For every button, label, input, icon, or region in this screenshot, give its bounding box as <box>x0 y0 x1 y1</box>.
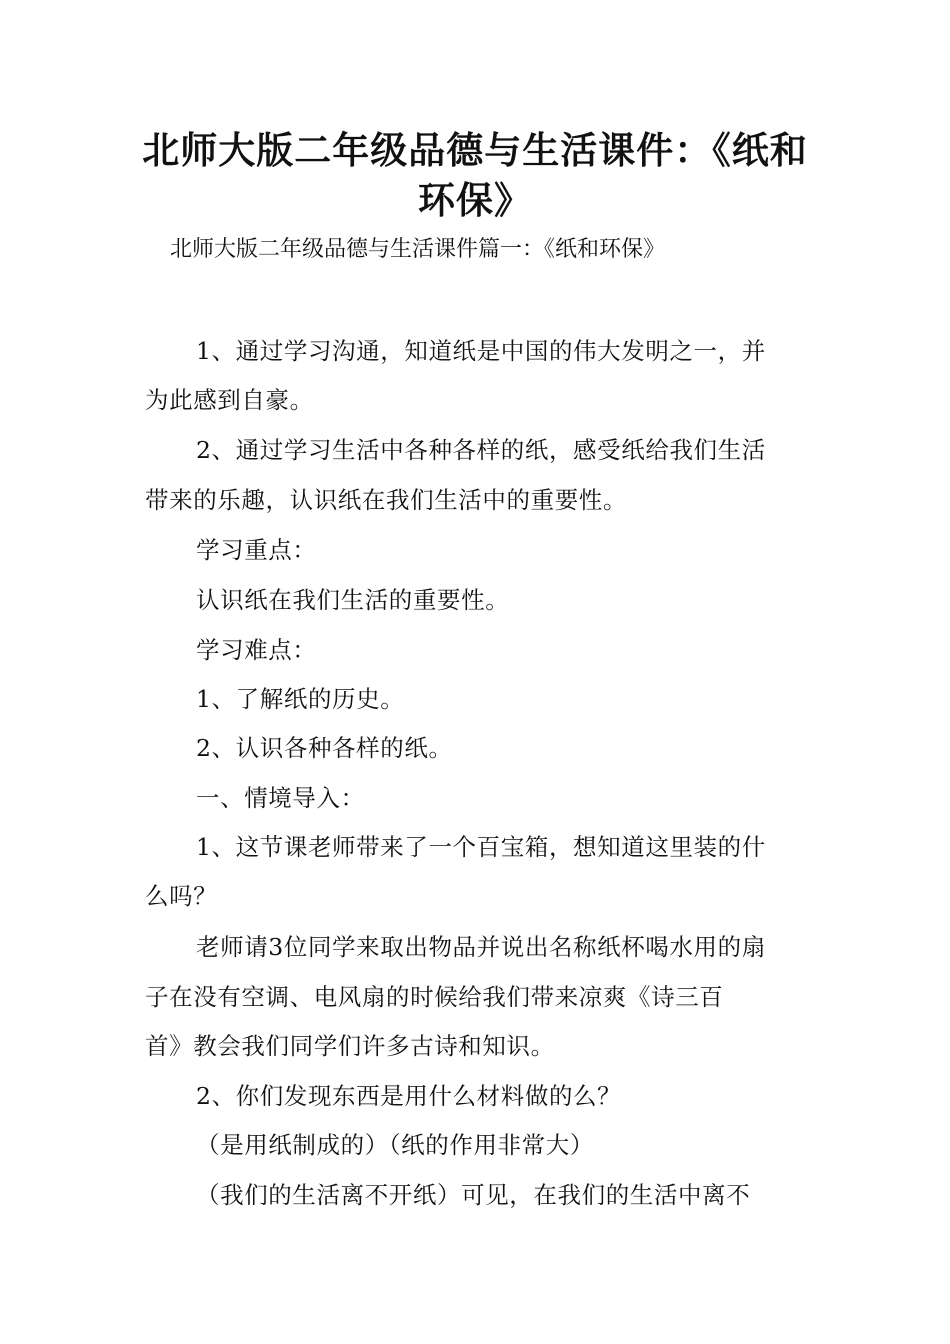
text-line-11: 1、这节课老师带来了一个百宝箱，想知道这里装的什 <box>196 833 766 861</box>
text-line-16: 2、你们发现东西是用什么材料做的么？ <box>196 1082 622 1110</box>
text-line-13: 老师请3位同学来取出物品并说出名称纸杯喝水用的扇 <box>196 933 766 961</box>
text-line-5: 学习重点： <box>196 536 317 564</box>
text-line-12: 么吗？ <box>145 882 218 910</box>
text-line-4: 带来的乐趣，认识纸在我们生活中的重要性。 <box>145 486 627 514</box>
text-line-8: 1、了解纸的历史。 <box>196 685 405 713</box>
text-line-7: 学习难点： <box>196 636 317 664</box>
document-subtitle: 北师大版二年级品德与生活课件篇一：《纸和环保》 <box>170 237 666 262</box>
text-line-6: 认识纸在我们生活的重要性。 <box>196 586 510 614</box>
text-line-15: 首》教会我们同学们许多古诗和知识。 <box>145 1032 555 1060</box>
text-line-14: 子在没有空调、电风扇的时候给我们带来凉爽《诗三百 <box>145 983 724 1011</box>
document-title-line-1: 北师大版二年级品德与生活课件：《纸和 <box>142 129 808 172</box>
text-line-1: 1、通过学习沟通，知道纸是中国的伟大发明之一，并 <box>196 337 766 365</box>
text-line-9: 2、认识各种各样的纸。 <box>196 734 453 762</box>
document-title-line-2: 环保》 <box>418 179 532 222</box>
text-line-10: 一、情境导入： <box>196 784 365 812</box>
text-line-3: 2、通过学习生活中各种各样的纸，感受纸给我们生活 <box>196 436 766 464</box>
text-line-18: （我们的生活离不开纸）可见，在我们的生活中离不 <box>196 1181 751 1209</box>
text-line-17: （是用纸制成的）（纸的作用非常大） <box>196 1131 594 1159</box>
text-line-2: 为此感到自豪。 <box>145 386 314 414</box>
